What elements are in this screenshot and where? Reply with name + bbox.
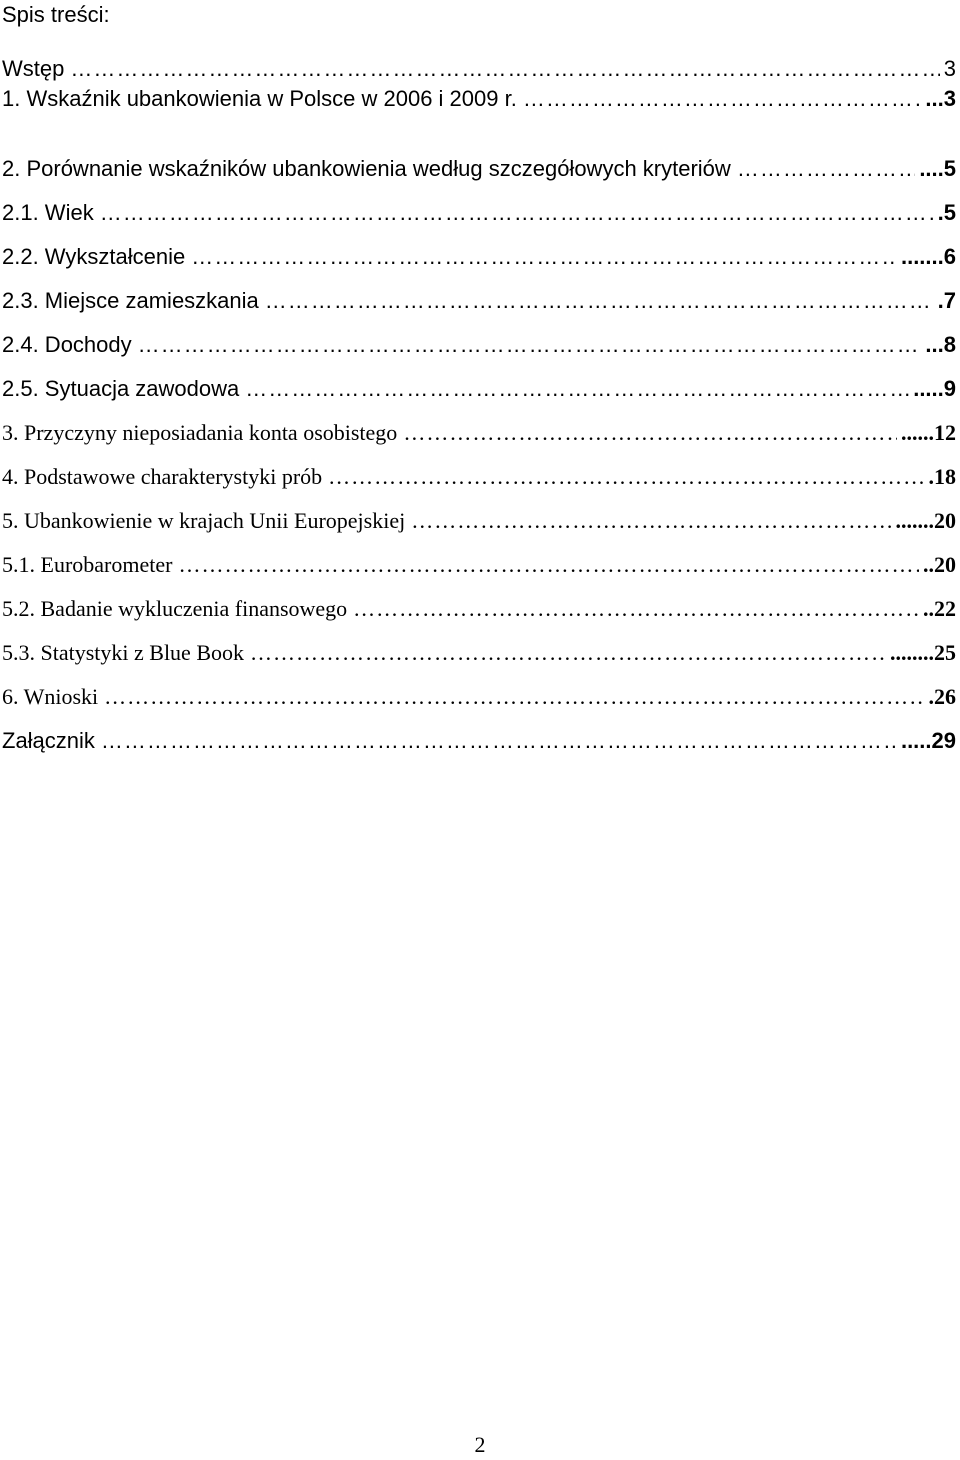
toc-leader-dots [411, 506, 891, 536]
toc-leader-dots [138, 330, 922, 360]
toc-leader-dots [328, 462, 924, 492]
toc-entry-page: ......12 [901, 420, 956, 445]
toc-entry-label: Załącznik [2, 728, 95, 753]
toc-entry [2, 154, 956, 184]
toc-entry [2, 550, 956, 580]
toc-entry-page: .......6 [900, 244, 956, 269]
toc-entry [2, 374, 956, 404]
toc-entry-page: ..22 [923, 596, 956, 621]
toc-entry [2, 418, 956, 448]
toc-entry [2, 638, 956, 668]
toc-entry-page: ....5 [919, 156, 956, 181]
toc-leader-dots [104, 682, 924, 712]
toc-leader-dots [353, 594, 919, 624]
toc-entry-label: 5. Ubankowienie w krajach Unii Europejskiej [2, 508, 406, 533]
toc-entry-page: .5 [937, 200, 956, 225]
toc-entry-label: 2.1. Wiek [2, 200, 94, 225]
toc-entry-page: ...3 [925, 86, 956, 111]
toc-entry-label: 6. Wnioski [2, 684, 99, 709]
toc-entry-page: 3 [943, 56, 956, 81]
toc-entry-label: 5.2. Badanie wykluczenia finansowego [2, 596, 348, 621]
toc-leader-dots [70, 54, 939, 84]
toc-entry-label: 4. Podstawowe charakterystyki prób [2, 464, 323, 489]
toc-entry-label: 3. Przyczyny nieposiadania konta osobistego [2, 420, 398, 445]
toc-entry-label: Wstęp [2, 56, 65, 81]
toc-entry-label: 2.5. Sytuacja zawodowa [2, 376, 240, 401]
toc-leader-dots [737, 154, 916, 184]
toc-entry-page: ..20 [923, 552, 956, 577]
toc-leader-dots [100, 198, 934, 228]
page-number: 2 [474, 1432, 486, 1457]
toc-entry-page: ...8 [925, 332, 956, 357]
toc-entry-label: 2.2. Wykształcenie [2, 244, 186, 269]
toc-entry-page: ........25 [890, 640, 956, 665]
toc-entry-page: .....29 [900, 728, 956, 753]
toc-leader-dots [245, 374, 909, 404]
toc-leader-dots [403, 418, 897, 448]
toc-entry [2, 286, 956, 316]
toc-leader-dots [250, 638, 886, 668]
toc-leader-dots [178, 550, 919, 580]
toc-entry-label: 2.3. Miejsce zamieszkania [2, 288, 259, 313]
toc-entry-page: .....9 [913, 376, 956, 401]
toc-entry [2, 506, 956, 536]
toc-leader-dots [265, 286, 934, 316]
toc-entry [2, 330, 956, 360]
toc-entry-label: 2.4. Dochody [2, 332, 132, 357]
toc-leader-dots [191, 242, 897, 272]
toc-leader-dots [101, 726, 897, 756]
toc-leader-dots [523, 84, 922, 114]
toc-entry [2, 242, 956, 272]
toc-entry [2, 594, 956, 624]
toc-entry [2, 198, 956, 228]
toc-entry-page: .......20 [895, 508, 956, 533]
toc-entry-page: .7 [937, 288, 956, 313]
toc-entry [2, 462, 956, 492]
toc-entry [2, 682, 956, 712]
toc-entry [2, 54, 956, 84]
toc-entry-label: 2. Porównanie wskaźników ubankowienia według szczegółowych kryteriów [2, 156, 731, 181]
toc-entry-page: .26 [928, 684, 956, 709]
toc-entry-page: .18 [928, 464, 956, 489]
toc-entry [2, 84, 956, 114]
toc-entry-label: 5.3. Statystyki z Blue Book [2, 640, 244, 665]
toc-title: Spis treści: [2, 2, 110, 27]
toc-entry-label: 5.1. Eurobarometer [2, 552, 173, 577]
toc-entry-label: 1. Wskaźnik ubankowienia w Polsce w 2006 i 2009 r. [2, 86, 517, 111]
toc-entry [2, 726, 956, 756]
